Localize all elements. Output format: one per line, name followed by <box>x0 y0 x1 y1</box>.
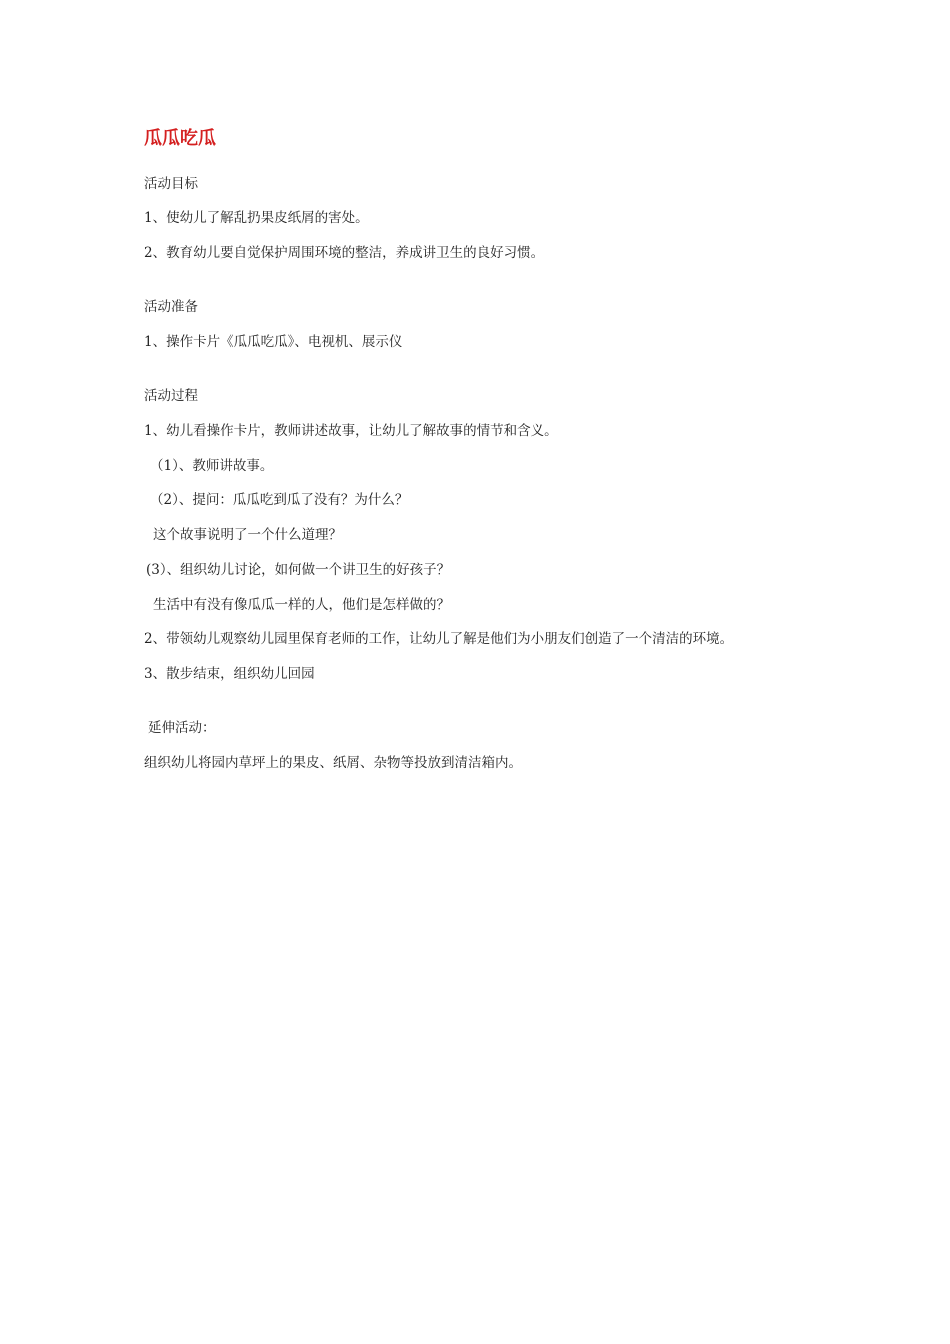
section-heading-goals: 活动目标 <box>144 176 198 192</box>
process-subitem-1: （1）、教师讲故事。 <box>150 458 274 474</box>
goal-item-2: 2、教育幼儿要自觉保护周围环境的整洁，养成讲卫生的良好习惯。 <box>144 245 545 261</box>
process-item-1: 1、幼儿看操作卡片，教师讲述故事，让幼儿了解故事的情节和含义。 <box>144 423 558 439</box>
process-subitem-2-note: 这个故事说明了一个什么道理？ <box>153 527 342 543</box>
section-heading-preparation: 活动准备 <box>144 299 198 315</box>
process-item-3: 3、散步结束，组织幼儿回园 <box>144 666 315 682</box>
process-subitem-3-note: 生活中有没有像瓜瓜一样的人，他们是怎样做的？ <box>153 597 450 613</box>
goal-item-1: 1、使幼儿了解乱扔果皮纸屑的害处。 <box>144 210 369 226</box>
process-subitem-3: (3）、组织幼儿讨论，如何做一个讲卫生的好孩子？ <box>146 562 451 578</box>
process-item-2: 2、带领幼儿观察幼儿园里保育老师的工作，让幼儿了解是他们为小朋友们创造了一个清洁的环境。 <box>144 631 734 647</box>
section-heading-extension: 延伸活动： <box>148 720 216 736</box>
section-heading-process: 活动过程 <box>144 388 198 404</box>
document-title: 瓜瓜吃瓜 <box>144 128 216 149</box>
preparation-item-1: 1、操作卡片《瓜瓜吃瓜》、电视机、展示仪 <box>144 334 403 350</box>
extension-item-1: 组织幼儿将园内草坪上的果皮、纸屑、杂物等投放到清洁箱内。 <box>144 755 522 771</box>
process-subitem-2: （2）、提问：瓜瓜吃到瓜了没有？为什么？ <box>150 492 409 508</box>
